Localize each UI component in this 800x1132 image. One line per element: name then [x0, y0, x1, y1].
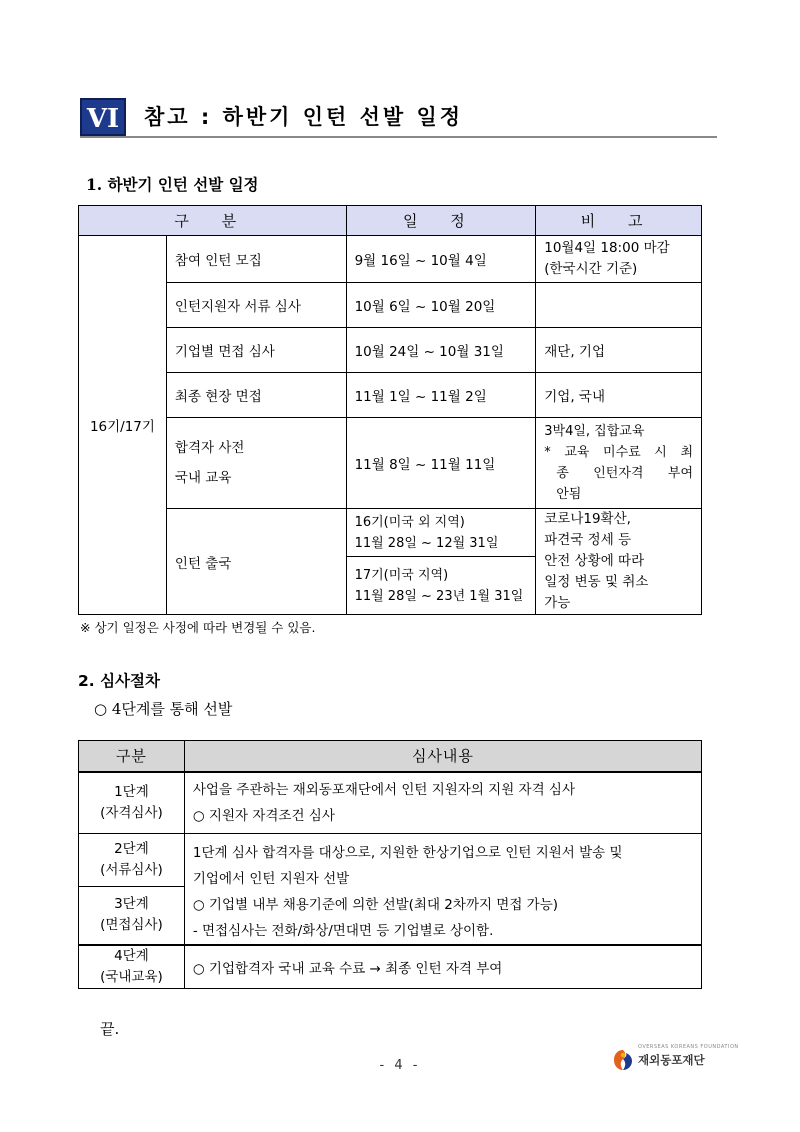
- item-cell: 인턴지원자 서류 심사: [166, 283, 346, 328]
- table-header-row: [79, 741, 702, 772]
- remarks-cell: [536, 283, 702, 328]
- header-remarks: 비 고: [536, 206, 702, 236]
- table-row: [79, 418, 702, 509]
- item-cell: 기업별 면접 심사: [166, 328, 346, 373]
- stage-sublabel: (서류심사): [100, 861, 163, 878]
- item-cell: 최종 현장 면접: [166, 373, 346, 418]
- table-header-row: [79, 206, 702, 236]
- stage-label: 4단계: [114, 948, 149, 964]
- remarks-cell: [536, 418, 702, 509]
- schedule-cell: 11월 1일 ~ 11월 2일: [346, 373, 536, 418]
- content-line: 1단계 심사 합격자를 대상으로, 지원한 한상기업으로 인턴 지원서 발송 및: [192, 845, 623, 861]
- section-title: 참고 : 하반기 인턴 선발 일정: [144, 105, 464, 129]
- stage-sublabel: (국내교육): [100, 969, 163, 985]
- stage-cell: [79, 772, 185, 834]
- remarks-line: (한국시간 기준): [544, 261, 638, 277]
- header-schedule: 일 정: [346, 206, 536, 236]
- header-stage: 구분: [79, 741, 185, 772]
- schedule-line: 17기(미국 지역): [354, 567, 449, 583]
- content-line: ○ 지원자 자격조건 심사: [192, 807, 335, 824]
- remarks-cell: 재단, 기업: [536, 328, 702, 373]
- table-row: [79, 236, 702, 283]
- foundation-emblem-icon: [612, 1048, 634, 1072]
- part1-heading: 1. 하반기 인턴 선발 일정: [86, 175, 259, 194]
- section-divider: [80, 136, 717, 138]
- content-line: ○ 기업별 내부 채용기준에 의한 선발(최대 2차까지 면접 가능): [192, 897, 559, 913]
- section-number-badge: VI: [80, 98, 126, 136]
- schedule-cell: 10월 6일 ~ 10월 20일: [346, 283, 536, 328]
- item-line: 국내 교육: [174, 470, 232, 486]
- schedule-table: [78, 205, 702, 615]
- content-line: 사업을 주관하는 재외동포재단에서 인턴 지원자의 지원 자격 심사: [192, 781, 576, 798]
- foundation-logo: [612, 1040, 739, 1076]
- schedule-cell: 9월 16일 ~ 10월 4일: [346, 236, 536, 283]
- remarks-line: 10월4일 18:00 마감: [544, 240, 670, 256]
- remarks-line: 파견국 정세 등: [544, 532, 632, 548]
- table-row: [79, 283, 702, 328]
- table-row: [79, 328, 702, 373]
- item-cell: 참여 인턴 모집: [166, 236, 346, 283]
- table-row: [79, 373, 702, 418]
- schedule-cell: [346, 509, 536, 557]
- schedule-line: 11월 28일 ~ 23년 1월 31일: [354, 588, 524, 604]
- part2-heading: 2. 심사절차: [78, 672, 160, 690]
- stage-label: 3단계: [114, 896, 149, 913]
- remarks-line: * 교육 미수료 시 최: [544, 445, 693, 460]
- content-cell: [184, 772, 701, 834]
- item-cell: [166, 418, 346, 509]
- remarks-line: 종 인턴자격 부여: [556, 466, 693, 481]
- stage-sublabel: (자격심사): [100, 804, 163, 821]
- remarks-line: 코로나19확산,: [544, 511, 631, 527]
- schedule-cell: [346, 557, 536, 615]
- logo-text: 재외동포재단: [638, 1053, 705, 1067]
- page-number: - 4 -: [379, 1058, 421, 1073]
- table-row: [79, 772, 702, 834]
- header-category: 구 분: [79, 206, 347, 236]
- remarks-cell: 기업, 국내: [536, 373, 702, 418]
- header-content: 심사내용: [184, 741, 701, 772]
- footnote: ※ 상기 일정은 사정에 따라 변경될 수 있음.: [80, 620, 316, 635]
- table-row: [79, 834, 702, 887]
- group-label: 16기/17기: [79, 236, 167, 615]
- logo-tagline: OVERSEAS KOREANS FOUNDATION: [638, 1044, 739, 1050]
- stage-cell: [79, 886, 185, 945]
- item-line: 합격자 사전: [174, 440, 245, 456]
- item-cell: 인턴 출국: [166, 509, 346, 615]
- remarks-line: 안전 상황에 따라: [544, 553, 645, 569]
- table-row: [79, 945, 702, 989]
- schedule-cell: 11월 8일 ~ 11월 11일: [346, 418, 536, 509]
- schedule-line: 16기(미국 외 지역): [354, 514, 465, 530]
- content-line: 기업에서 인턴 지원자 선발: [192, 871, 350, 887]
- remarks-line: 3박4일, 집합교육: [544, 424, 645, 439]
- schedule-line: 11월 28일 ~ 12월 31일: [354, 535, 499, 551]
- stage-sublabel: (면접심사): [100, 917, 163, 934]
- content-cell: [184, 834, 701, 946]
- remarks-line: 안됨: [556, 487, 582, 502]
- remarks-line: 가능: [544, 595, 571, 611]
- schedule-cell: 10월 24일 ~ 10월 31일: [346, 328, 536, 373]
- end-mark: 끝.: [100, 1020, 120, 1038]
- screening-table: [78, 740, 702, 989]
- content-cell: ○ 기업합격자 국내 교육 수료 → 최종 인턴 자격 부여: [184, 945, 701, 989]
- remarks-line: 일정 변동 및 취소: [544, 574, 649, 590]
- stage-label: 2단계: [114, 840, 149, 857]
- stage-cell: [79, 945, 185, 989]
- remarks-cell: [536, 509, 702, 615]
- table-row: [79, 509, 702, 557]
- part2-subheading: ○ 4단계를 통해 선발: [94, 700, 233, 718]
- content-line: - 면접심사는 전화/화상/면대면 등 기업별로 상이함.: [192, 923, 494, 939]
- stage-label: 1단계: [114, 783, 149, 800]
- stage-cell: [79, 834, 185, 887]
- remarks-cell: [536, 236, 702, 283]
